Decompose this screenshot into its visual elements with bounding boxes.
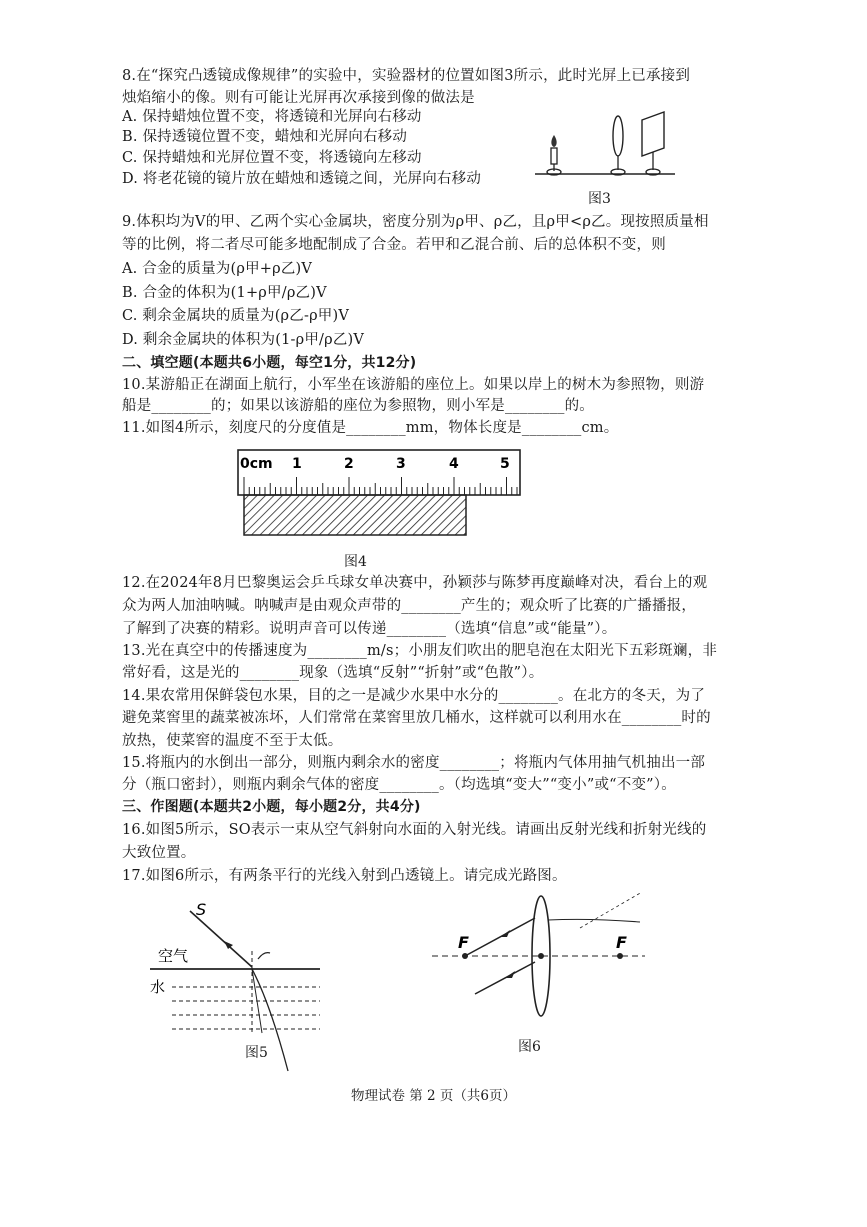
label-f-right: F (616, 933, 627, 952)
q8-option-b: B. 保持透镜位置不变，蜡烛和光屏向右移动 (122, 129, 408, 145)
q8-option-a: A. 保持蜡烛位置不变，将透镜和光屏向右移动 (122, 109, 422, 125)
section-3-heading: 三、作图题(本题共2小题，每小题2分，共4分) (122, 799, 421, 815)
section-2-heading: 二、填空题(本题共6小题，每空1分，共12分) (122, 355, 417, 371)
q17-line1: 17.如图6所示，有两条平行的光线入射到凸透镜上。请完成光路图。 (122, 868, 567, 884)
q10-line2: 船是________的；如果以该游船的座位为参照物，则小军是________的。 (122, 398, 594, 414)
q11-line1: 11.如图4所示，刻度尺的分度值是________mm，物体长度是________cm。 (122, 420, 619, 436)
q9-option-b: B. 合金的体积为(1+ρ甲/ρ乙)V (122, 285, 327, 301)
figure-6-caption: 图6 (518, 1039, 541, 1055)
measured-block (244, 495, 466, 535)
ray-arrow-icon (500, 930, 510, 937)
q15-line2: 分（瓶口密封），则瓶内剩余气体的密度________。（均选填“变大”“变小”或“不变”）。 (122, 777, 676, 793)
q16-line2: 大致位置。 (122, 845, 196, 861)
q12-line1: 12.在2024年8月巴黎奥运会乒乓球女单决赛中，孙颖莎与陈梦再度巅峰对决，看台上的观 (122, 575, 708, 591)
ruler-label-0: 0cm (240, 456, 273, 472)
label-f-left: F (458, 933, 469, 952)
q9-stem-line1: 9.体积均为V的甲、乙两个实心金属块，密度分别为ρ甲、ρ乙，且ρ甲<ρ乙。现按照质量相 (122, 214, 709, 230)
figure-3-caption: 图3 (588, 191, 611, 207)
figure-4-caption: 图4 (344, 554, 367, 570)
q8-option-d: D. 将老花镜的镜片放在蜡烛和透镜之间，光屏向右移动 (122, 171, 482, 187)
ruler-label-4: 4 (449, 456, 459, 472)
q9-option-a: A. 合金的质量为(ρ甲+ρ乙)V (122, 261, 313, 277)
q8-stem-line2: 烛焰缩小的像。则有可能让光屏再次承接到像的做法是 (122, 90, 475, 106)
q9-stem-line2: 等的比例，将二者尽可能多地配制成了合金。若甲和乙混合前、后的总体积不变，则 (122, 237, 666, 253)
figure-5-refraction (140, 893, 330, 1073)
ruler-label-3: 3 (396, 456, 406, 472)
figure-4-ruler (236, 448, 526, 543)
q9-option-c: C. 剩余金属块的质量为(ρ乙-ρ甲)V (122, 308, 350, 324)
q9-option-d: D. 剩余金属块的体积为(1-ρ甲/ρ乙)V (122, 332, 365, 348)
label-s: S (196, 900, 207, 919)
ruler-label-5: 5 (500, 456, 510, 472)
figure-5-caption: 图5 (245, 1045, 268, 1061)
figure-6-convex-lens (430, 888, 650, 1028)
ray-arrow-icon (505, 971, 515, 978)
ruler-label-2: 2 (344, 456, 354, 472)
q8-option-c: C. 保持蜡烛和光屏位置不变，将透镜向左移动 (122, 150, 422, 166)
q10-line1: 10.某游船正在湖面上航行，小军坐在该游船的座位上。如果以岸上的树木为参照物，则游 (122, 377, 705, 393)
q14-line3: 放热，使菜窖的温度不至于太低。 (122, 733, 343, 749)
ruler-label-1: 1 (292, 456, 302, 472)
q16-line1: 16.如图5所示，SO表示一束从空气斜射向水面的入射光线。请画出反射光线和折射光线的 (122, 822, 707, 838)
q12-line2: 众为两人加油呐喊。呐喊声是由观众声带的________产生的；观众听了比赛的广播播报， (122, 598, 697, 614)
q12-line3: 了解到了决赛的精彩。说明声音可以传递________（选填“信息”或“能量”）。 (122, 621, 617, 637)
figure-3-lens-setup (530, 108, 680, 183)
page-footer: 物理试卷 第 2 页（共6页） (350, 1088, 517, 1104)
label-air: 空气 (158, 947, 189, 965)
q13-line2: 常好看，这是光的________现象（选填“反射”“折射”或“色散”）。 (122, 665, 544, 681)
q15-line1: 15.将瓶内的水倒出一部分，则瓶内剩余水的密度________；将瓶内气体用抽气机抽出一部 (122, 755, 706, 771)
label-water: 水 (150, 978, 166, 996)
q14-line2: 避免菜窖里的蔬菜被冻坏，人们常常在菜窖里放几桶水，这样就可以利用水在________时的 (122, 710, 711, 726)
q8-stem-line1: 8.在“探究凸透镜成像规律”的实验中，实验器材的位置如图3所示，此时光屏上已承接到 (122, 68, 691, 84)
q13-line1: 13.光在真空中的传播速度为________m/s；小朋友们吹出的肥皂泡在太阳光下五彩斑斓，非 (122, 643, 718, 659)
q14-line1: 14.果农常用保鲜袋包水果，目的之一是减少水果中水分的________。在北方的冬天，为了 (122, 688, 706, 704)
